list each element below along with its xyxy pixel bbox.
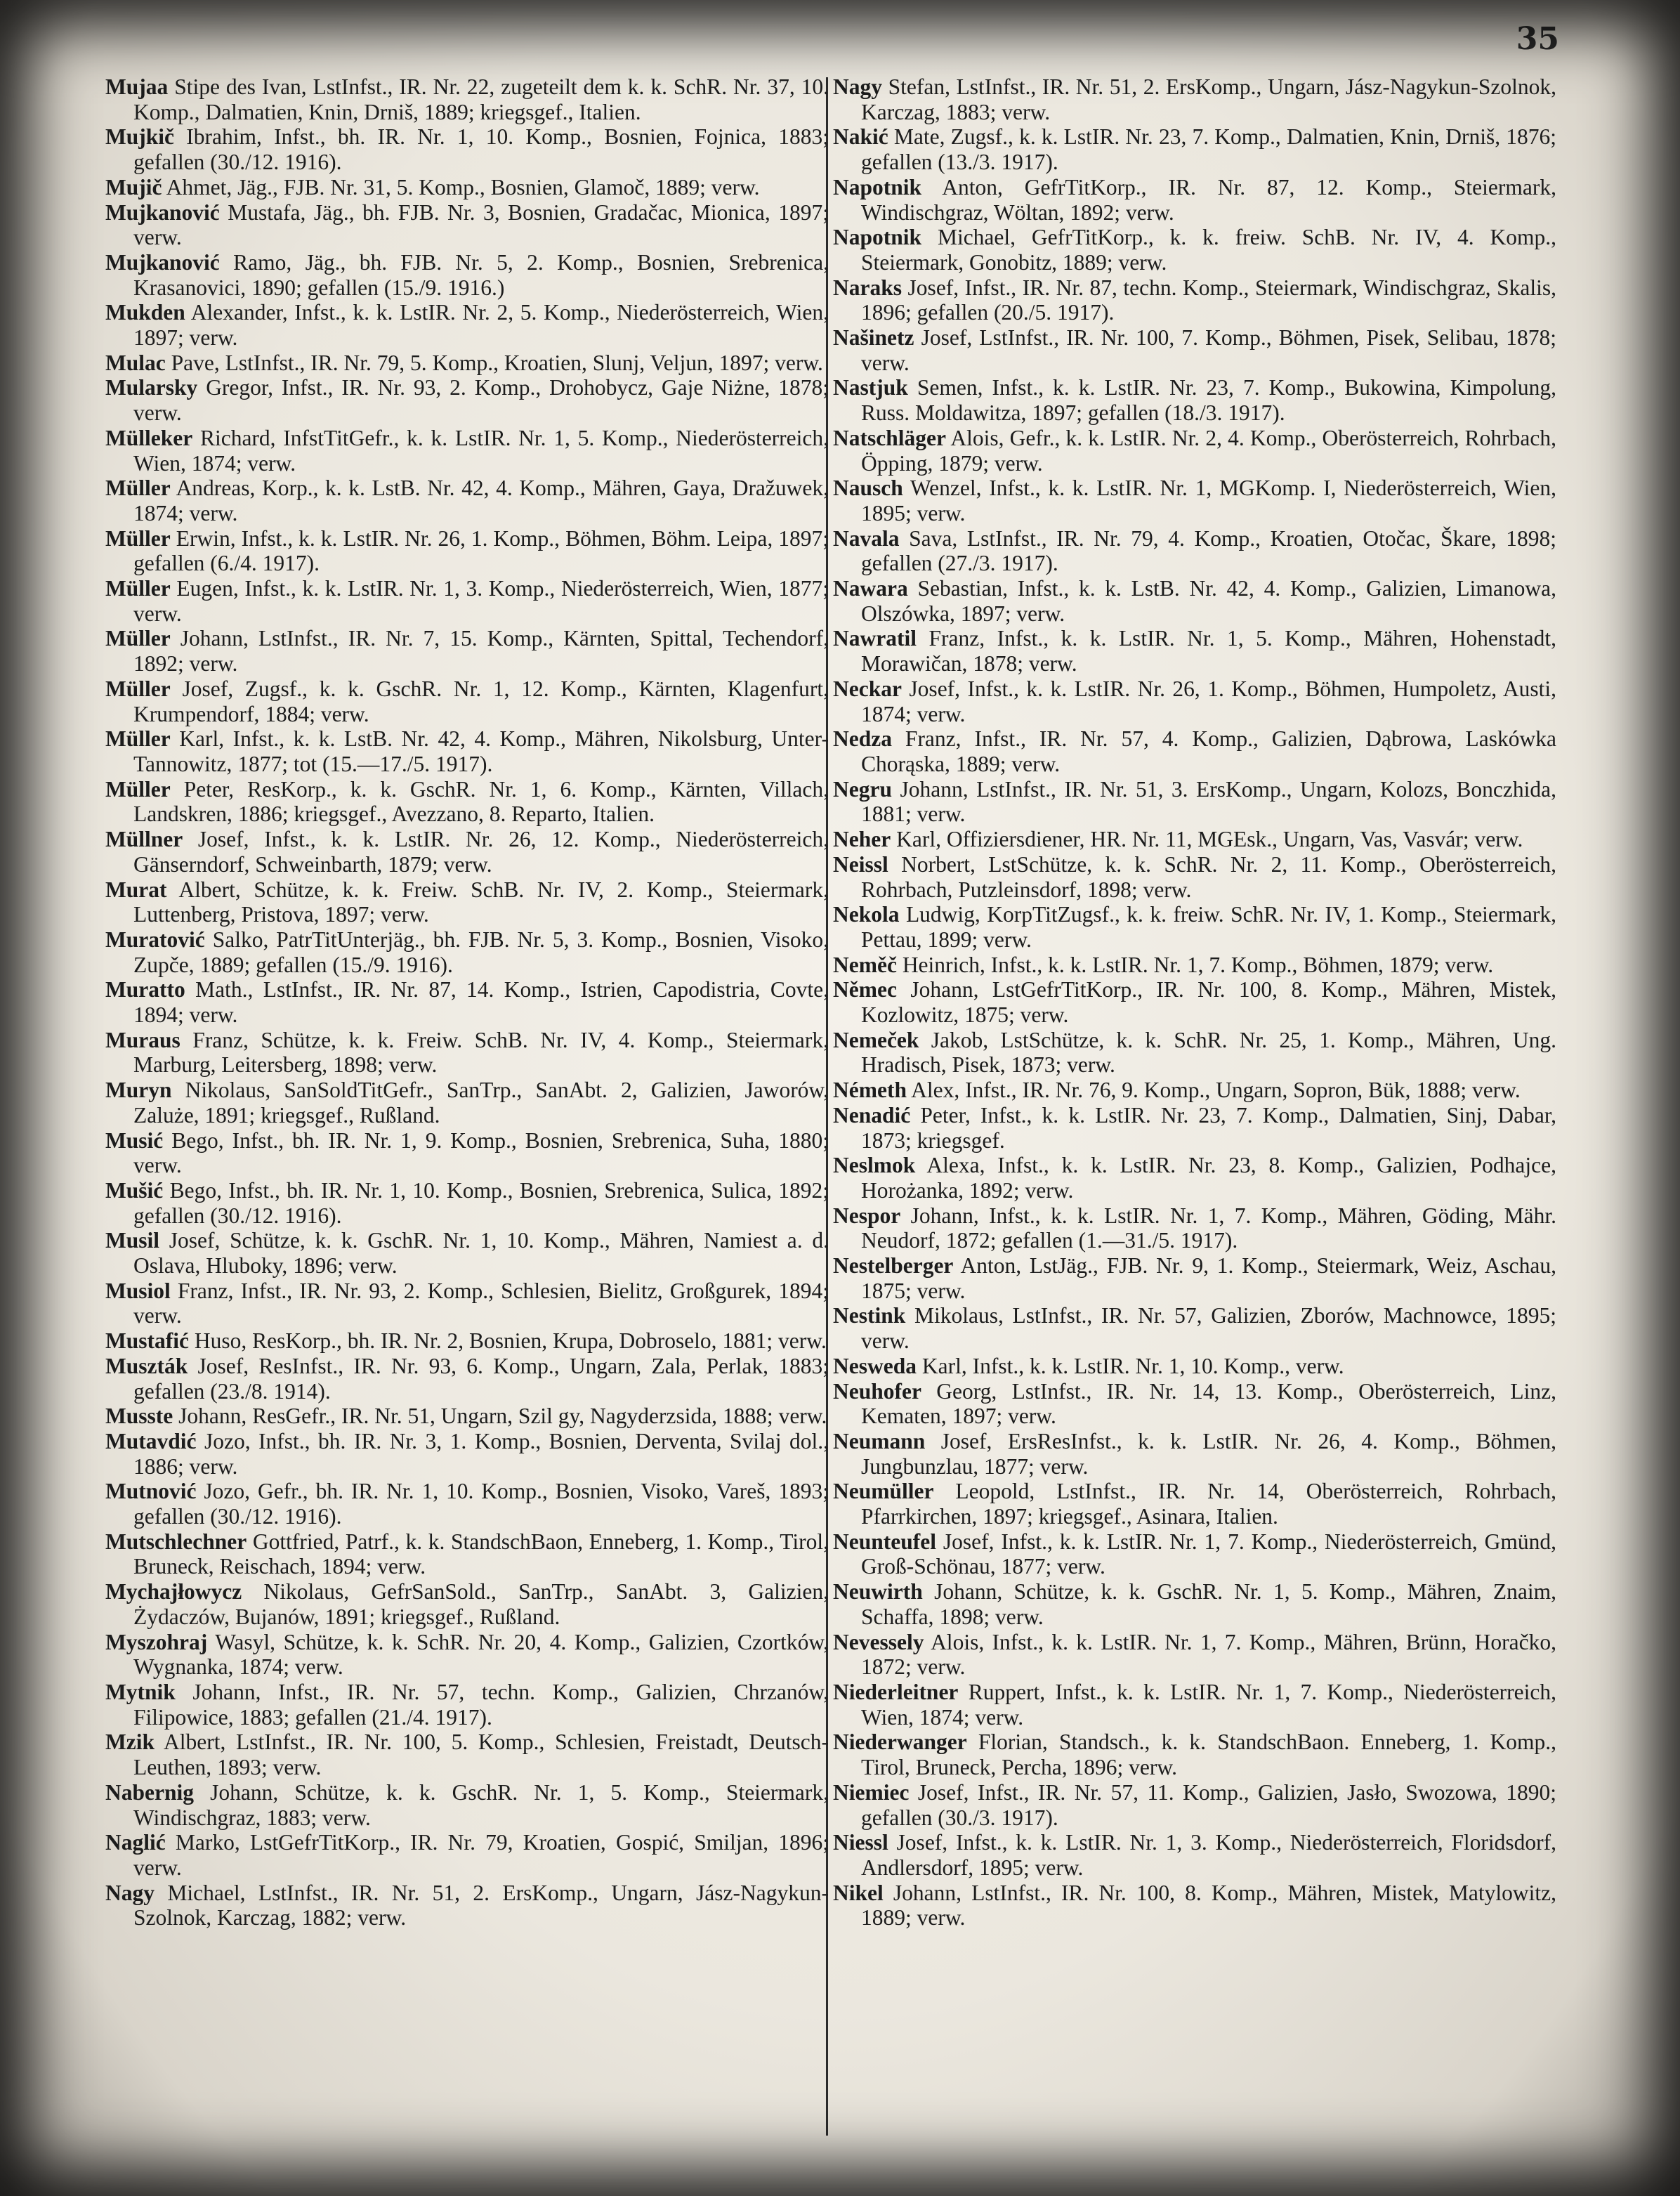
register-entry bbox=[833, 375, 1556, 425]
register-entry bbox=[833, 1830, 1556, 1880]
entry-details: Josef, ErsResInfst., k. k. LstIR. Nr. 26, 4. Komp., Böhmen, Jungbunzlau, 1877; verw. bbox=[861, 1428, 1556, 1479]
entry-details: Nikolaus, SanSoldTitGefr., SanTrp., SanAbt. 2, Galizien, Jaworów, Zaluże, 1891; kriegsgef., Rußland. bbox=[133, 1078, 829, 1128]
register-entry bbox=[833, 325, 1556, 375]
entry-surname: Niederwanger bbox=[833, 1730, 967, 1755]
entry-details: Josef, Infst., k. k. LstIR. Nr. 1, 7. Komp., Niederösterreich, Gmünd, Groß-Schönau, 1877; verw. bbox=[861, 1529, 1556, 1579]
register-entry bbox=[833, 827, 1556, 852]
entry-surname: Muratto bbox=[105, 977, 185, 1002]
entry-surname: Naglić bbox=[105, 1830, 166, 1855]
entry-surname: Mujaa bbox=[105, 74, 169, 99]
entry-surname: Nagy bbox=[105, 1880, 155, 1905]
entry-details: Andreas, Korp., k. k. LstB. Nr. 42, 4. Komp., Mähren, Gaya, Dražuwek, 1874; verw. bbox=[133, 476, 829, 525]
entry-details: Michael, LstInfst., IR. Nr. 51, 2. ErsKomp., Ungarn, Jász-Nagykun-Szolnok, Karczag, 1882; verw. bbox=[133, 1880, 829, 1930]
entry-surname: Musil bbox=[105, 1228, 160, 1253]
entry-details: Josef, LstInfst., IR. Nr. 100, 7. Komp., Böhmen, Pisek, Selibau, 1878; verw. bbox=[861, 325, 1556, 375]
entry-surname: Neumüller bbox=[833, 1479, 934, 1504]
register-entry bbox=[833, 1479, 1556, 1529]
register-entry bbox=[105, 977, 829, 1027]
entry-surname: Musste bbox=[105, 1404, 173, 1429]
entry-surname: Nesweda bbox=[833, 1353, 917, 1378]
entry-details: Richard, InfstTitGefr., k. k. LstIR. Nr. 1, 5. Komp., Niederösterreich, Wien, 1874; verw. bbox=[133, 425, 829, 476]
register-entry bbox=[833, 626, 1556, 676]
entry-surname: Mutnović bbox=[105, 1479, 197, 1504]
entry-details: Michael, GefrTitKorp., k. k. freiw. SchB. Nr. IV, 4. Komp., Steiermark, Gonobitz, 1889; verw. bbox=[861, 225, 1556, 275]
entry-surname: Németh bbox=[833, 1078, 907, 1103]
entry-details: Gregor, Infst., IR. Nr. 93, 2. Komp., Drohobycz, Gaje Niżne, 1878; verw. bbox=[133, 375, 829, 426]
register-entry bbox=[105, 927, 829, 977]
register-entry bbox=[833, 175, 1556, 225]
register-entry bbox=[105, 526, 829, 576]
entry-surname: Nikel bbox=[833, 1880, 884, 1905]
register-entry bbox=[105, 1730, 829, 1779]
entry-details: Peter, Infst., k. k. LstIR. Nr. 23, 7. Komp., Dalmatien, Sinj, Dabar, 1873; kriegsgef. bbox=[861, 1102, 1556, 1153]
register-entry bbox=[833, 1078, 1556, 1103]
entry-surname: Němec bbox=[833, 977, 897, 1002]
entry-details: Wenzel, Infst., k. k. LstIR. Nr. 1, MGKomp. I, Niederösterreich, Wien, 1895; verw. bbox=[861, 476, 1556, 525]
entry-surname: Niederleitner bbox=[833, 1680, 959, 1704]
entry-details: Alois, Gefr., k. k. LstIR. Nr. 2, 4. Komp., Oberösterreich, Rohrbach, Öpping, 1879; verw. bbox=[861, 425, 1556, 476]
entry-details: Georg, LstInfst., IR. Nr. 14, 13. Komp., Oberösterreich, Linz, Kematen, 1897; verw. bbox=[861, 1378, 1556, 1429]
entry-surname: Müller bbox=[105, 525, 171, 551]
entry-details: Johann, Schütze, k. k. GschR. Nr. 1, 5. Komp., Mähren, Znaim, Schaffa, 1898; verw. bbox=[861, 1579, 1556, 1629]
entry-details: Johann, LstInfst., IR. Nr. 7, 15. Komp., Kärnten, Spittal, Techendorf, 1892; verw. bbox=[133, 626, 829, 677]
register-entry bbox=[833, 1579, 1556, 1629]
register-entry bbox=[105, 74, 829, 124]
entry-details: Alex, Infst., IR. Nr. 76, 9. Komp., Ungarn, Sopron, Bük, 1888; verw. bbox=[911, 1078, 1521, 1103]
register-entry bbox=[833, 476, 1556, 525]
entry-surname: Mujkič bbox=[105, 124, 174, 150]
entry-surname: Neměč bbox=[833, 952, 897, 977]
entry-details: Nikolaus, GefrSanSold., SanTrp., SanAbt. 3, Galizien, Żydaczów, Bujanów, 1891; kriegsgef., Rußland. bbox=[133, 1579, 829, 1629]
entry-details: Josef, Infst., k. k. LstIR. Nr. 1, 3. Komp., Niederösterreich, Floridsdorf, Andlersdorf, 1895; verw. bbox=[861, 1830, 1556, 1880]
entry-details: Gottfried, Patrf., k. k. StandschBaon, Enneberg, 1. Komp., Tirol, Bruneck, Reischach, 1894; verw. bbox=[133, 1529, 829, 1579]
register-entry bbox=[833, 1028, 1556, 1078]
entry-details: Peter, ResKorp., k. k. GschR. Nr. 1, 6. Komp., Kärnten, Villach, Landskren, 1886; kriegsgef., Avezzano, 8. Reparto, Italien. bbox=[133, 776, 829, 827]
register-entry bbox=[105, 1328, 829, 1354]
register-entry bbox=[105, 200, 829, 250]
entry-details: Huso, ResKorp., bh. IR. Nr. 2, Bosnien, Krupa, Dobroselo, 1881; verw. bbox=[194, 1328, 827, 1354]
register-entry bbox=[105, 250, 829, 300]
entry-details: Johann, ResGefr., IR. Nr. 51, Ungarn, Szil gy, Nagyderzsida, 1888; verw. bbox=[178, 1404, 827, 1429]
register-entry bbox=[105, 426, 829, 476]
register-entry bbox=[833, 1780, 1556, 1830]
register-entry bbox=[833, 1529, 1556, 1579]
register-entry bbox=[105, 1078, 829, 1128]
entry-surname: Muszták bbox=[105, 1353, 188, 1378]
entry-details: Jozo, Infst., bh. IR. Nr. 3, 1. Komp., Bosnien, Derventa, Svilaj dol., 1886; verw. bbox=[133, 1428, 829, 1479]
entry-surname: Müllner bbox=[105, 827, 183, 852]
register-entry bbox=[833, 1429, 1556, 1479]
entry-surname: Nestelberger bbox=[833, 1253, 954, 1279]
register-entry bbox=[833, 426, 1556, 476]
entry-details: Stefan, LstInfst., IR. Nr. 51, 2. ErsKomp., Ungarn, Jász-Nagykun-Szolnok, Karczag, 1883; verw. bbox=[861, 74, 1556, 124]
page-number: 35 bbox=[1516, 21, 1559, 57]
register-entry bbox=[105, 1830, 829, 1880]
register-entry bbox=[105, 476, 829, 525]
register-entry bbox=[105, 375, 829, 425]
entry-surname: Musiol bbox=[105, 1278, 171, 1303]
register-entry bbox=[105, 351, 829, 376]
entry-details: Norbert, LstSchütze, k. k. SchR. Nr. 2, 11. Komp., Oberösterreich, Rohrbach, Putzleinsdorf, 1898; verw. bbox=[861, 851, 1556, 902]
entry-surname: Nemeček bbox=[833, 1027, 919, 1052]
register-entry bbox=[833, 1680, 1556, 1730]
register-entry bbox=[105, 626, 829, 676]
register-entry bbox=[105, 1354, 829, 1404]
entry-surname: Niessl bbox=[833, 1830, 888, 1855]
register-entry bbox=[833, 1203, 1556, 1253]
entry-surname: Neuhofer bbox=[833, 1378, 921, 1404]
entry-details: Ramo, Jäg., bh. FJB. Nr. 5, 2. Komp., Bosnien, Srebrenica, Krasanovici, 1890; gefallen (15./9. 1916.) bbox=[133, 249, 829, 300]
register-entry bbox=[105, 1680, 829, 1730]
entry-details: Alexander, Infst., k. k. LstIR. Nr. 2, 5. Komp., Niederösterreich, Wien, 1897; verw. bbox=[133, 300, 829, 351]
entry-details: Karl, Offiziersdiener, HR. Nr. 11, MGEsk., Ungarn, Vas, Vasvár; verw. bbox=[896, 827, 1523, 852]
entry-surname: Neissl bbox=[833, 851, 888, 877]
entry-details: Ludwig, KorpTitZugsf., k. k. freiw. SchR. Nr. IV, 1. Komp., Steiermark, Pettau, 1899; verw. bbox=[861, 902, 1556, 952]
entry-surname: Nakić bbox=[833, 124, 888, 150]
entry-surname: Mujkanović bbox=[105, 200, 220, 225]
register-entry bbox=[833, 1881, 1556, 1930]
entry-details: Franz, Schütze, k. k. Freiw. SchB. Nr. IV, 4. Komp., Steiermark, Marburg, Leitersberg, 1898; verw. bbox=[133, 1027, 829, 1078]
entry-details: Marko, LstGefrTitKorp., IR. Nr. 79, Kroatien, Gospić, Smiljan, 1896; verw. bbox=[133, 1830, 829, 1880]
register-entry bbox=[833, 1379, 1556, 1429]
register-entry bbox=[833, 726, 1556, 776]
entry-details: Mate, Zugsf., k. k. LstIR. Nr. 23, 7. Komp., Dalmatien, Knin, Drniš, 1876; gefallen (13./3. 1917). bbox=[861, 124, 1557, 175]
register-entry bbox=[105, 175, 829, 200]
entry-details: Jozo, Gefr., bh. IR. Nr. 1, 10. Komp., Bosnien, Visoko, Vareš, 1893; gefallen (30./12. 1916). bbox=[133, 1479, 829, 1529]
register-entry bbox=[833, 576, 1556, 626]
register-entry bbox=[833, 275, 1556, 325]
entry-surname: Mutavdić bbox=[105, 1428, 197, 1453]
register-entry bbox=[833, 777, 1556, 827]
entry-details: Bego, Infst., bh. IR. Nr. 1, 9. Komp., Bosnien, Srebrenica, Suha, 1880; verw. bbox=[133, 1128, 829, 1178]
entry-surname: Müller bbox=[105, 626, 171, 651]
register-entry bbox=[105, 1404, 829, 1429]
entry-surname: Natschläger bbox=[833, 425, 946, 450]
entry-surname: Nabernig bbox=[105, 1779, 194, 1805]
entry-surname: Müller bbox=[105, 476, 171, 501]
entry-details: Ruppert, Infst., k. k. LstIR. Nr. 1, 7. Komp., Niederösterreich, Wien, 1874; verw. bbox=[861, 1680, 1556, 1730]
register-entry bbox=[105, 1028, 829, 1078]
register-entry bbox=[105, 1228, 829, 1278]
entry-surname: Mujkanović bbox=[105, 249, 220, 275]
entry-details: Eugen, Infst., k. k. LstIR. Nr. 1, 3. Komp., Niederösterreich, Wien, 1877; verw. bbox=[133, 576, 829, 626]
entry-details: Erwin, Infst., k. k. LstIR. Nr. 26, 1. Komp., Böhmen, Böhm. Leipa, 1897; gefallen (6./4. 1917). bbox=[133, 525, 829, 576]
right-column bbox=[833, 74, 1556, 1930]
entry-surname: Navala bbox=[833, 525, 900, 551]
entry-surname: Napotnik bbox=[833, 174, 922, 200]
entry-surname: Mušić bbox=[105, 1177, 164, 1203]
register-entry bbox=[105, 124, 829, 174]
entry-surname: Nespor bbox=[833, 1203, 901, 1228]
register-entry bbox=[833, 953, 1556, 978]
register-entry bbox=[105, 1630, 829, 1680]
entry-surname: Neumann bbox=[833, 1428, 926, 1453]
entry-details: Semen, Infst., k. k. LstIR. Nr. 23, 7. Komp., Bukowina, Kimpolung, Russ. Moldawitza, 1897; gefallen (18./3. 1917). bbox=[861, 375, 1556, 426]
entry-surname: Muratović bbox=[105, 927, 205, 952]
entry-surname: Nekola bbox=[833, 902, 900, 927]
register-entry bbox=[105, 1529, 829, 1579]
entry-details: Johann, LstInfst., IR. Nr. 100, 8. Komp., Mähren, Mistek, Matylowitz, 1889; verw. bbox=[861, 1880, 1557, 1930]
register-entry bbox=[833, 1303, 1556, 1353]
entry-details: Albert, Schütze, k. k. Freiw. SchB. Nr. IV, 2. Komp., Steiermark, Luttenberg, Pristova, 1897; verw. bbox=[133, 877, 829, 927]
entry-details: Pave, LstInfst., IR. Nr. 79, 5. Komp., Kroatien, Slunj, Veljun, 1897; verw. bbox=[171, 350, 823, 375]
entry-details: Franz, Infst., IR. Nr. 93, 2. Komp., Schlesien, Bielitz, Großgurek, 1894; verw. bbox=[133, 1278, 829, 1328]
entry-details: Johann, Schütze, k. k. GschR. Nr. 1, 5. Komp., Steiermark, Windischgraz, 1883; verw. bbox=[133, 1779, 829, 1830]
entry-details: Anton, GefrTitKorp., IR. Nr. 87, 12. Komp., Steiermark, Windischgraz, Wöltan, 1892; verw. bbox=[861, 174, 1556, 225]
register-entry bbox=[833, 1103, 1556, 1153]
register-entry bbox=[833, 74, 1556, 124]
register-entry bbox=[105, 777, 829, 827]
register-entry bbox=[105, 1881, 829, 1930]
entry-details: Sebastian, Infst., k. k. LstB. Nr. 42, 4. Komp., Galizien, Limanowa, Olszówka, 1897; verw. bbox=[861, 576, 1557, 626]
entry-surname: Mytnik bbox=[105, 1680, 176, 1704]
entry-surname: Mujič bbox=[105, 174, 162, 200]
entry-details: Bego, Infst., bh. IR. Nr. 1, 10. Komp., Bosnien, Srebrenica, Sulica, 1892; gefallen (30./12. 1916). bbox=[133, 1177, 829, 1228]
register-entry bbox=[105, 300, 829, 350]
entry-surname: Neunteufel bbox=[833, 1529, 936, 1554]
register-entry bbox=[833, 124, 1556, 174]
entry-details: Florian, Standsch., k. k. StandschBaon. Enneberg, 1. Komp., Tirol, Bruneck, Percha, 1896; verw. bbox=[861, 1730, 1557, 1780]
entry-surname: Muryn bbox=[105, 1078, 172, 1103]
register-entry bbox=[105, 1780, 829, 1830]
entry-details: Jakob, LstSchütze, k. k. SchR. Nr. 25, 1. Komp., Mähren, Ung. Hradisch, Pisek, 1873; verw. bbox=[861, 1027, 1557, 1078]
entry-details: Josef, Zugsf., k. k. GschR. Nr. 1, 12. Komp., Kärnten, Klagenfurt, Krumpendorf, 1884; verw. bbox=[133, 676, 829, 726]
entry-details: Heinrich, Infst., k. k. LstIR. Nr. 1, 7. Komp., Böhmen, 1879; verw. bbox=[902, 952, 1494, 977]
entry-surname: Myszohraj bbox=[105, 1629, 208, 1654]
entry-surname: Müller bbox=[105, 676, 171, 701]
entry-details: Wasyl, Schütze, k. k. SchR. Nr. 20, 4. Komp., Galizien, Czortków, Wygnanka, 1874; verw. bbox=[133, 1629, 829, 1680]
entry-details: Johann, Infst., k. k. LstIR. Nr. 1, 7. Komp., Mähren, Göding, Mähr. Neudorf, 1872; gefallen (1.—31./5. 1917). bbox=[861, 1203, 1557, 1253]
register-entry bbox=[105, 576, 829, 626]
entry-surname: Neckar bbox=[833, 676, 902, 701]
entry-surname: Naraks bbox=[833, 275, 903, 300]
entry-surname: Neslmok bbox=[833, 1153, 916, 1178]
entry-surname: Nausch bbox=[833, 476, 903, 501]
entry-surname: Negru bbox=[833, 776, 892, 802]
register-entry bbox=[833, 1253, 1556, 1303]
entry-surname: Našinetz bbox=[833, 325, 914, 351]
register-entry bbox=[833, 977, 1556, 1027]
entry-surname: Mülleker bbox=[105, 425, 193, 450]
entry-surname: Nagy bbox=[833, 74, 882, 99]
entry-details: Franz, Infst., k. k. LstIR. Nr. 1, 5. Komp., Mähren, Hohenstadt, Morawičan, 1878; verw. bbox=[861, 626, 1556, 677]
entry-surname: Mulac bbox=[105, 350, 166, 375]
entry-surname: Müller bbox=[105, 776, 171, 802]
left-column bbox=[105, 74, 829, 1930]
entry-details: Albert, LstInfst., IR. Nr. 100, 5. Komp., Schlesien, Freistadt, Deutsch-Leuthen, 1893; verw. bbox=[133, 1730, 829, 1780]
entry-details: Mustafa, Jäg., bh. FJB. Nr. 3, Bosnien, Gradačac, Mionica, 1897; verw. bbox=[133, 200, 829, 250]
entry-details: Karl, Infst., k. k. LstB. Nr. 42, 4. Komp., Mähren, Nikolsburg, Unter-Tannowitz, 1877; tot (15.—17./5. 1917). bbox=[133, 726, 829, 776]
entry-details: Ibrahim, Infst., bh. IR. Nr. 1, 10. Komp., Bosnien, Fojnica, 1883; gefallen (30./12. 1916). bbox=[133, 124, 829, 175]
register-entry bbox=[105, 827, 829, 877]
entry-details: Franz, Infst., IR. Nr. 57, 4. Komp., Galizien, Dąbrowa, Laskówka Chorąska, 1889; verw. bbox=[861, 726, 1556, 776]
entry-details: Alexa, Infst., k. k. LstIR. Nr. 23, 8. Komp., Galizien, Podhajce, Horożanka, 1892; verw. bbox=[861, 1153, 1556, 1203]
register-entry bbox=[833, 902, 1556, 952]
entry-details: Salko, PatrTitUnterjäg., bh. FJB. Nr. 5, 3. Komp., Bosnien, Visoko, Zupče, 1889; gefallen (15./9. 1916). bbox=[133, 927, 829, 977]
entry-surname: Neuwirth bbox=[833, 1579, 923, 1604]
entry-details: Stipe des Ivan, LstInfst., IR. Nr. 22, zugeteilt dem k. k. SchR. Nr. 37, 10. Komp., Dalmatien, Knin, Drniš, 1889; kriegsgef., Italien. bbox=[133, 74, 829, 124]
register-entry bbox=[833, 852, 1556, 902]
register-entry bbox=[105, 1429, 829, 1479]
entry-details: Josef, Infst., IR. Nr. 57, 11. Komp., Galizien, Jasło, Swozowa, 1890; gefallen (30./3. 1917). bbox=[861, 1779, 1556, 1830]
register-entry bbox=[833, 1153, 1556, 1203]
entry-surname: Muraus bbox=[105, 1027, 181, 1052]
register-entry bbox=[833, 1354, 1556, 1379]
entry-details: Josef, ResInfst., IR. Nr. 93, 6. Komp., Ungarn, Zala, Perlak, 1883; gefallen (23./8. 1914). bbox=[133, 1353, 829, 1404]
entry-details: Josef, Infst., k. k. LstIR. Nr. 26, 1. Komp., Böhmen, Humpoletz, Austi, 1874; verw. bbox=[861, 676, 1557, 726]
entry-surname: Mustafić bbox=[105, 1328, 189, 1354]
entry-details: Josef, Schütze, k. k. GschR. Nr. 1, 10. Komp., Mähren, Namiest a. d. Oslava, Hluboky, 1896; verw. bbox=[133, 1228, 829, 1279]
entry-surname: Mukden bbox=[105, 300, 185, 325]
register-entry bbox=[105, 726, 829, 776]
register-entry bbox=[105, 877, 829, 927]
entry-surname: Niemiec bbox=[833, 1779, 910, 1805]
entry-details: Ahmet, Jäg., FJB. Nr. 31, 5. Komp., Bosnien, Glamoč, 1889; verw. bbox=[166, 174, 760, 200]
register-entry bbox=[105, 1178, 829, 1228]
register-entry bbox=[105, 677, 829, 726]
entry-details: Karl, Infst., k. k. LstIR. Nr. 1, 10. Komp., verw. bbox=[921, 1353, 1344, 1378]
entry-surname: Nedza bbox=[833, 726, 892, 752]
register-entry bbox=[105, 1128, 829, 1178]
entry-surname: Nawratil bbox=[833, 626, 917, 651]
entry-surname: Mularsky bbox=[105, 375, 198, 400]
entry-surname: Murat bbox=[105, 877, 167, 902]
entry-surname: Mzik bbox=[105, 1730, 155, 1755]
entry-surname: Mutschlechner bbox=[105, 1529, 247, 1554]
entry-details: Math., LstInfst., IR. Nr. 87, 14. Komp., Istrien, Capodistria, Covte, 1894; verw. bbox=[133, 977, 829, 1028]
entry-details: Josef, Infst., k. k. LstIR. Nr. 26, 12. Komp., Niederösterreich, Gänserndorf, Schweinbarth, 1879; verw. bbox=[133, 827, 829, 877]
entry-details: Anton, LstJäg., FJB. Nr. 9, 1. Komp., Steiermark, Weiz, Aschau, 1875; verw. bbox=[861, 1253, 1557, 1303]
entry-surname: Mychajłowycz bbox=[105, 1579, 242, 1604]
entry-surname: Nestink bbox=[833, 1303, 906, 1328]
entry-surname: Nawara bbox=[833, 576, 908, 601]
entry-surname: Nastjuk bbox=[833, 375, 908, 400]
entry-details: Mikolaus, LstInfst., IR. Nr. 57, Galizien, Zborów, Machnowce, 1895; verw. bbox=[861, 1303, 1557, 1354]
entry-surname: Nevessely bbox=[833, 1629, 924, 1654]
entry-details: Josef, Infst., IR. Nr. 87, techn. Komp., Steiermark, Windischgraz, Skalis, 1896; gefallen (20./5. 1917). bbox=[861, 275, 1557, 325]
entry-surname: Müller bbox=[105, 576, 171, 601]
register-entry bbox=[833, 526, 1556, 576]
register-entry bbox=[833, 677, 1556, 726]
entry-details: Alois, Infst., k. k. LstIR. Nr. 1, 7. Komp., Mähren, Brünn, Horačko, 1872; verw. bbox=[861, 1629, 1556, 1680]
register-entry bbox=[105, 1279, 829, 1328]
register-entry bbox=[105, 1579, 829, 1629]
entry-details: Johann, LstInfst., IR. Nr. 51, 3. ErsKomp., Ungarn, Kolozs, Bonczhida, 1881; verw. bbox=[861, 776, 1557, 827]
entry-surname: Müller bbox=[105, 726, 171, 752]
entry-details: Leopold, LstInfst., IR. Nr. 14, Oberösterreich, Rohrbach, Pfarrkirchen, 1897; kriegsgef., Asinara, Italien. bbox=[861, 1479, 1556, 1529]
entry-details: Sava, LstInfst., IR. Nr. 79, 4. Komp., Kroatien, Otočac, Škare, 1898; gefallen (27./3. 1917). bbox=[861, 525, 1557, 576]
register-entry bbox=[833, 1730, 1556, 1779]
register-entry bbox=[833, 225, 1556, 275]
entry-surname: Musić bbox=[105, 1128, 164, 1153]
entry-surname: Napotnik bbox=[833, 225, 922, 250]
entry-surname: Nenadić bbox=[833, 1102, 911, 1128]
register-entry bbox=[105, 1479, 829, 1529]
entry-details: Johann, LstGefrTitKorp., IR. Nr. 100, 8. Komp., Mähren, Mistek, Kozlowitz, 1875; verw. bbox=[861, 977, 1556, 1028]
register-entry bbox=[833, 1630, 1556, 1680]
entry-surname: Neher bbox=[833, 827, 891, 852]
entry-details: Johann, Infst., IR. Nr. 57, techn. Komp., Galizien, Chrzanów, Filipowice, 1883; gefallen (21./4. 1917). bbox=[133, 1680, 829, 1730]
